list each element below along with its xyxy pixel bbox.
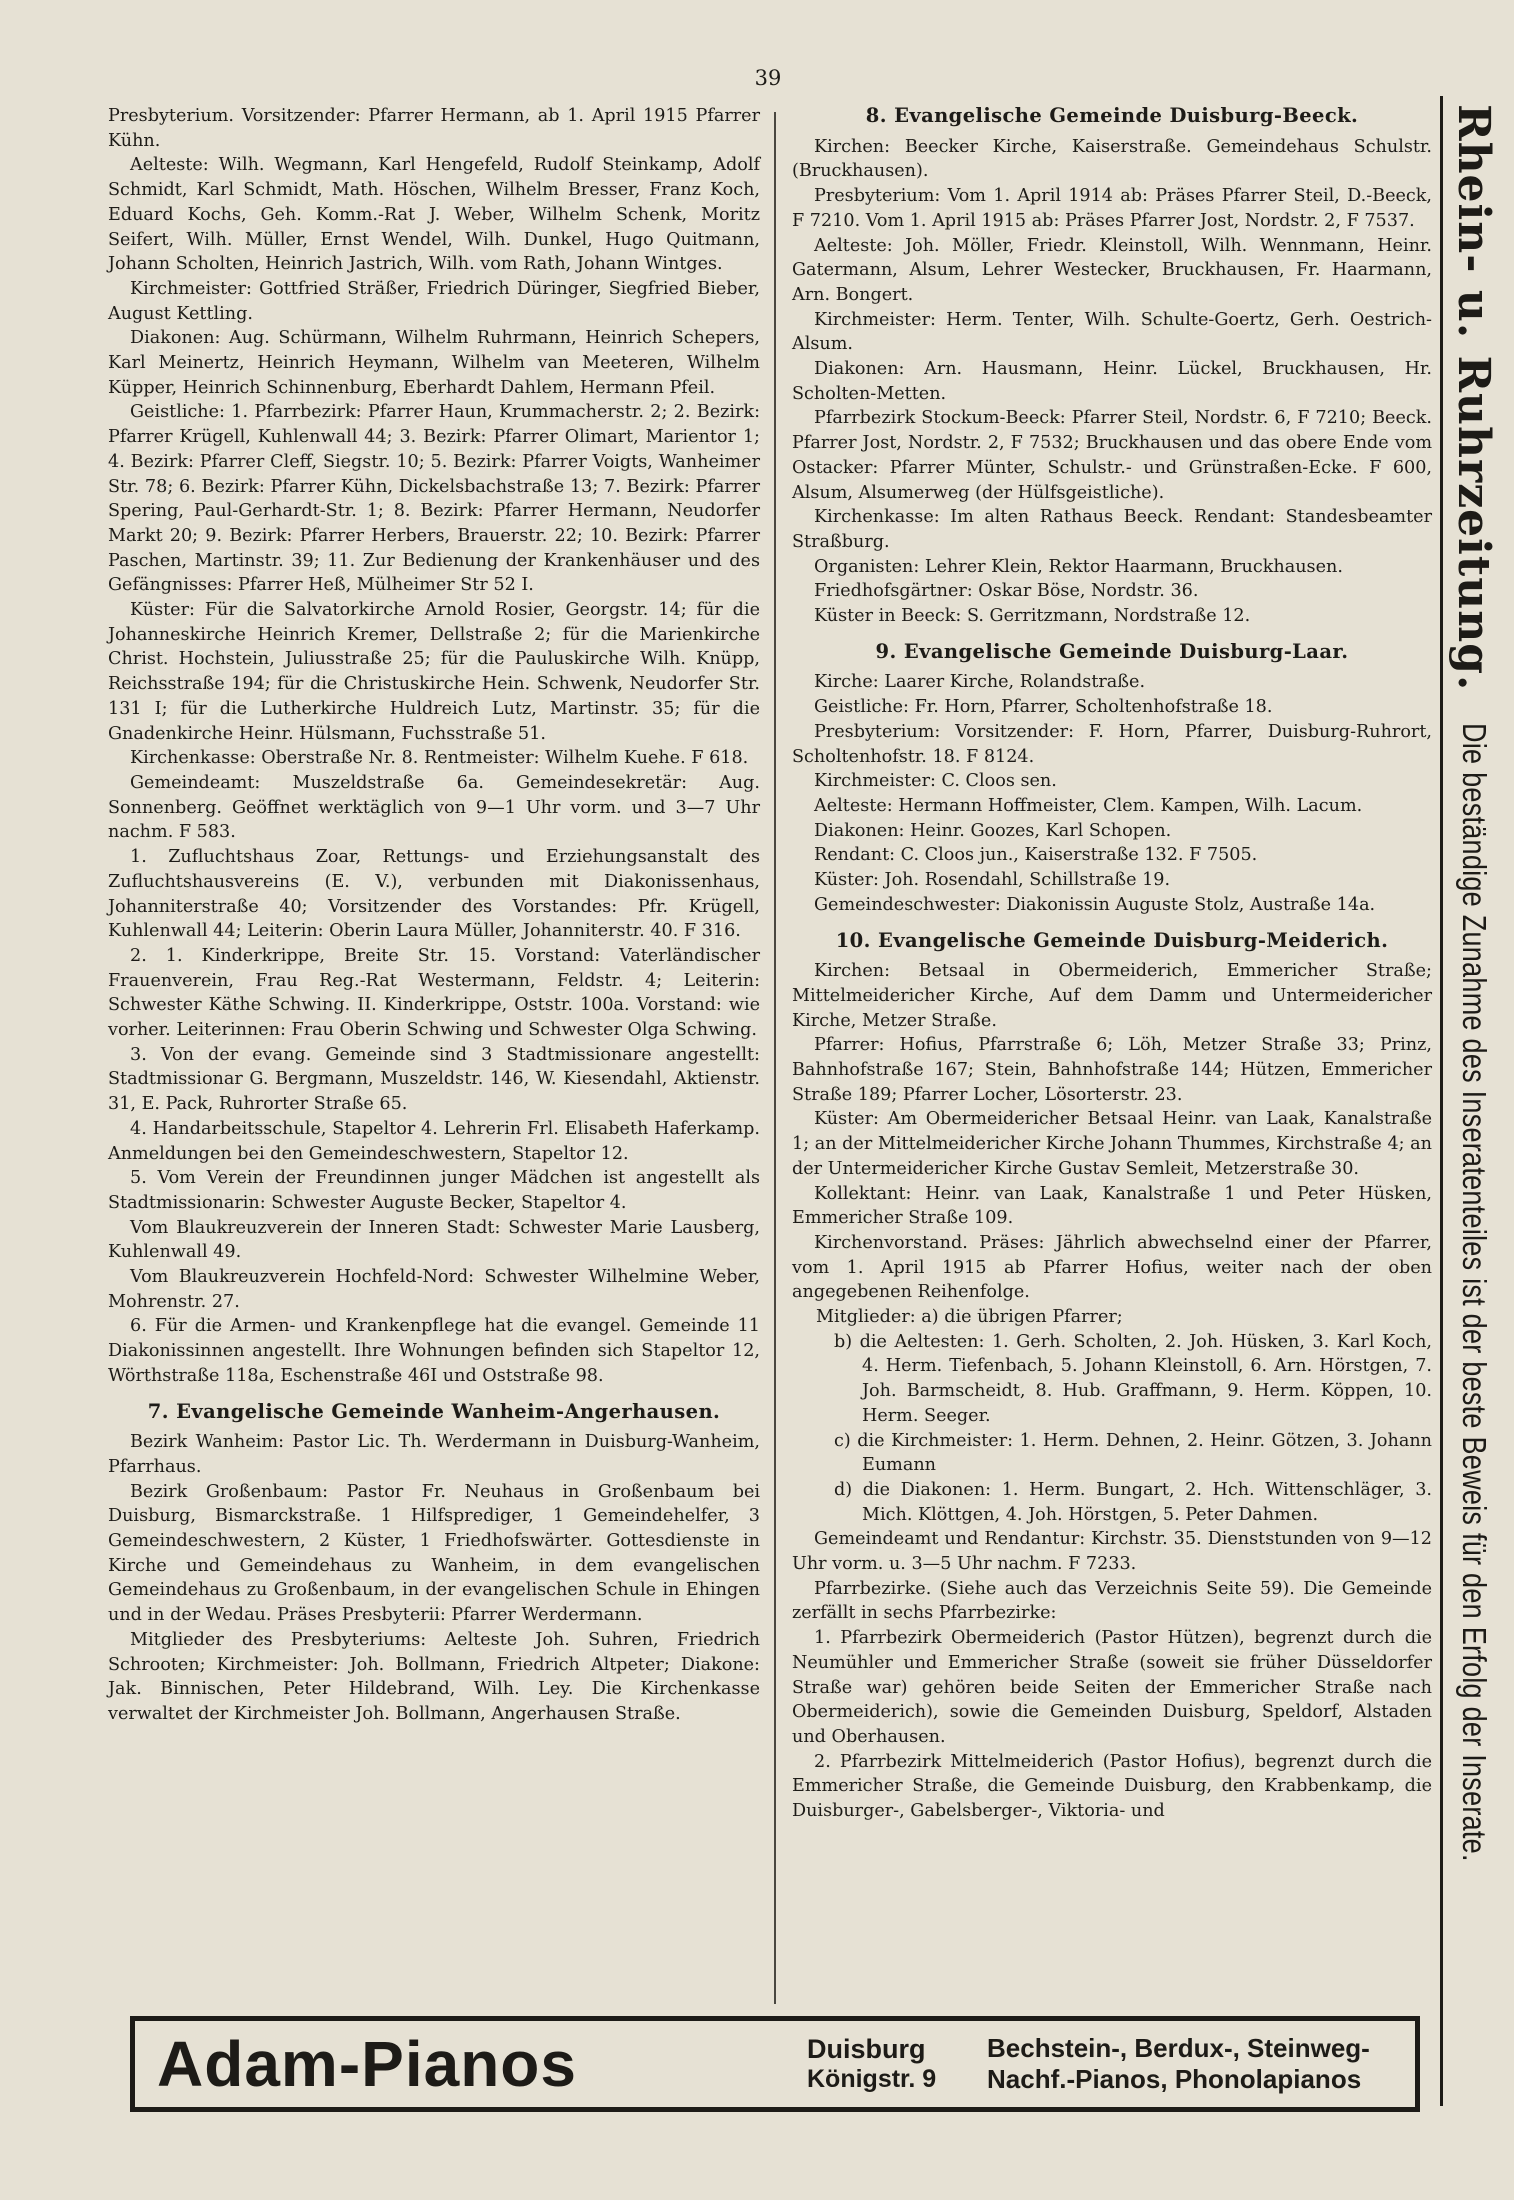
paragraph: Bezirk Großenbaum: Pastor Fr. Neuhaus in Großenbaum bei Duisburg, Bismarckstraße. 1 Hilfsprediger, 1 Gemeindehelfer, 3 Gemeindeschwestern, 2 Küster, 1 Friedhofswärter. Gottesdienste in Kirche und Gemeindehaus zu Wanheim, in dem evangelischen Gemeindehaus zu Großenbaum, in der evangelischen Schule in Ehingen und in der Wedau. Präses Presbyterii: Pfarrer Werdermann. bbox=[108, 1481, 760, 1626]
paragraph: d) die Diakonen: 1. Herm. Bungart, 2. Hch. Wittenschläger, 3. Mich. Klöttgen, 4. Joh. Hörstgen, 5. Peter Dahmen. bbox=[834, 1479, 1432, 1525]
paragraph: b) die Aeltesten: 1. Gerh. Scholten, 2. Joh. Hüsken, 3. Karl Koch, 4. Herm. Tiefenbach, 5. Johann Kleinstoll, 6. Arn. Hörstgen, 7. Joh. Barmscheidt, 8. Hub. Graffmann, 9. Herm. Köppen, 10. Herm. Seeger. bbox=[834, 1331, 1432, 1426]
paragraph: Aelteste: Wilh. Wegmann, Karl Hengefeld, Rudolf Steinkamp, Adolf Schmidt, Karl Schmidt, Math. Höschen, Wilhelm Bresser, Franz Koch, Eduard Kochs, Geh. Komm.-Rat J. Weber, Wilhelm Schenk, Moritz Seifert, Wilh. Müller, Ernst Wendel, Wilh. Dunkel, Hugo Quitmann, Johann Scholten, Heinrich Jastrich, Wilh. vom Rath, Johann Wintges. bbox=[108, 155, 760, 275]
paragraph: Kirchmeister: Herm. Tenter, Wilh. Schulte-Goertz, Gerh. Oestrich-Alsum. bbox=[792, 309, 1432, 355]
paragraph: Gemeindeamt: Muszeldstraße 6a. Gemeindesekretär: Aug. Sonnenberg. Geöffnet werktäglich von 9—1 Uhr vorm. und 3—7 Uhr nachm. F 583. bbox=[108, 772, 760, 843]
paragraph: Küster in Beeck: S. Gerritzmann, Nordstraße 12. bbox=[814, 606, 1251, 627]
paragraph: Geistliche: Fr. Horn, Pfarrer, Scholtenhofstraße 18. bbox=[814, 697, 1273, 718]
paragraph: Organisten: Lehrer Klein, Rektor Haarmann, Bruckhausen. bbox=[814, 556, 1343, 577]
paragraph: Kirche: Laarer Kirche, Rolandstraße. bbox=[814, 672, 1146, 693]
paragraph: Aelteste: Hermann Hoffmeister, Clem. Kampen, Wilh. Lacum. bbox=[814, 795, 1363, 816]
advertisement bbox=[130, 2016, 1420, 2112]
ad-address: Königstr. 9 bbox=[807, 2065, 937, 2093]
paragraph: Gemeindeschwester: Diakonissin Auguste Stolz, Austraße 14a. bbox=[814, 894, 1376, 915]
section-heading: 8. Evangelische Gemeinde Duisburg-Beeck. bbox=[865, 104, 1359, 127]
paragraph: Küster: Für die Salvatorkirche Arnold Rosier, Georgstr. 14; für die Johanneskirche Heinrich Kremer, Dellstraße 2; für die Marienkirche Christ. Hochstein, Juliusstraße 25; für die Pauluskirche Wilh. Knüpp, Reichsstraße 194; für die Christuskirche Hein. Schwenk, Neudorfer Str. 131 I; für die Lutherkirche Huldreich Lutz, Martinstr. 35; für die Gnadenkirche Heinr. Hülsmann, Fuchsstraße 51. bbox=[108, 600, 760, 744]
paragraph: Kirchen: Beecker Kirche, Kaiserstraße. Gemeindehaus Schulstr. (Bruckhausen). bbox=[792, 136, 1432, 182]
paragraph: Bezirk Wanheim: Pastor Lic. Th. Werdermann in Duisburg-Wanheim, Pfarrhaus. bbox=[108, 1432, 760, 1477]
paragraph: Diakonen: Heinr. Goozes, Karl Schopen. bbox=[814, 820, 1172, 841]
paragraph: Diakonen: Aug. Schürmann, Wilhelm Ruhrmann, Heinrich Schepers, Karl Meinertz, Heinrich Heymann, Wilhelm van Meeteren, Wilhelm Küpper, Heinrich Schinnenburg, Eberhardt Dahlem, Hermann Pfeil. bbox=[108, 328, 760, 398]
ad-location bbox=[807, 2034, 987, 2094]
paragraph: Kirchen: Betsaal in Obermeiderich, Emmericher Straße; Mittelmeidericher Kirche, Auf dem Damm und Untermeidericher Kirche, Metzer Straße. bbox=[792, 961, 1432, 1031]
paragraph: Pfarrbezirk Stockum-Beeck: Pfarrer Steil, Nordstr. 6, F 7210; Beeck. Pfarrer Jost, Nordstr. 2, F 7532; Bruckhausen und das obere Ende vom Ostacker: Pfarrer Münter, Schulstr.- und Grünstraßen-Ecke. F 600, Alsum, Alsumerweg (der Hülfsgeistliche). bbox=[792, 408, 1432, 503]
paragraph: 5. Vom Verein der Freundinnen junger Mädchen ist angestellt als Stadtmissionarin: Schwester Auguste Becker, Stapeltor 4. bbox=[108, 1168, 760, 1213]
paragraph: Kirchenkasse: Oberstraße Nr. 8. Rentmeister: Wilhelm Kuehe. F 618. bbox=[130, 748, 749, 769]
paragraph: 1. Pfarrbezirk Obermeiderich (Pastor Hützen), begrenzt durch die Neumühler und Emmericher Straße (soweit sie früher Düsseldorfer Straße war) gehören beide Seiten der Emmericher Straße nach Obermeiderich), sowie die Gemeinden Duisburg, Speldorf, Alstaden und Oberhausen. bbox=[792, 1628, 1432, 1747]
side-banner-text bbox=[1449, 104, 1499, 2094]
paragraph: 2. Pfarrbezirk Mittelmeiderich (Pastor Hofius), begrenzt durch die Emmericher Straße, die Gemeinde Duisburg, den Krabbenkamp, die Duisburger-, Gabelsberger-, Viktoria- und bbox=[792, 1751, 1432, 1822]
ad-city: Duisburg bbox=[807, 2034, 926, 2064]
paragraph: Kirchenkasse: Im alten Rathaus Beeck. Rendant: Standesbeamter Straßburg. bbox=[792, 507, 1432, 552]
paragraph: c) die Kirchmeister: 1. Herm. Dehnen, 2. Heinr. Götzen, 3. Johann Eumann bbox=[834, 1430, 1432, 1476]
paragraph: Mitglieder des Presbyteriums: Aelteste Joh. Suhren, Friedrich Schrooten; Kirchmeister: Joh. Bollmann, Friedrich Altpeter; Diakone: Jak. Binnischen, Peter Hildebrand, Wilh. Ley. Die Kirchenkasse verwaltet der Kirchmeister Joh. Bollmann, Angerhausen Straße. bbox=[108, 1629, 760, 1724]
paragraph: Küster: Joh. Rosendahl, Schillstraße 19. bbox=[814, 870, 1171, 891]
paragraph: 1. Zufluchtshaus Zoar, Rettungs- und Erziehungsanstalt des Zufluchtshausvereins (E. V.), verbunden mit Diakonissenhaus, Johanniterstraße 40; Vorsitzender des Vorstandes: Pfr. Krügell, Kuhlenwall 44; Leiterin: Oberin Laura Müller, Johanniterstr. 40. F 316. bbox=[108, 847, 760, 942]
paragraph: Friedhofsgärtner: Oskar Böse, Nordstr. 36. bbox=[814, 581, 1199, 602]
paragraph: Vom Blaukreuzverein der Inneren Stadt: Schwester Marie Lausberg, Kuhlenwall 49. bbox=[108, 1217, 760, 1263]
paragraph: Aelteste: Joh. Möller, Friedr. Kleinstoll, Wilh. Wennmann, Heinr. Gatermann, Alsum, Lehrer Westecker, Bruckhausen, Fr. Haarmann, Arn. Bongert. bbox=[792, 235, 1432, 305]
side-banner-slogan: Die beständige Zunahme des Inseratenteiles ist der beste Beweis für den Erfolg der Inserate. bbox=[1456, 723, 1493, 1863]
paragraph: Presbyterium. Vorsitzender: Pfarrer Hermann, ab 1. April 1915 Pfarrer Kühn. bbox=[108, 106, 760, 151]
paragraph: Pfarrbezirke. (Siehe auch das Verzeichnis Seite 59). Die Gemeinde zerfällt in sechs Pfarrbezirke: bbox=[792, 1578, 1432, 1624]
ad-line-1: Bechstein-, Berdux-, Steinweg- bbox=[987, 2033, 1370, 2063]
paragraph: Presbyterium: Vorsitzender: F. Horn, Pfarrer, Duisburg-Ruhrort, Scholtenhofstr. 18. F 8124. bbox=[792, 721, 1432, 767]
paragraph: Vom Blaukreuzverein Hochfeld-Nord: Schwester Wilhelmine Weber, Mohrenstr. 27. bbox=[108, 1267, 760, 1312]
paragraph: Kollektant: Heinr. van Laak, Kanalstraße 1 und Peter Hüsken, Emmericher Straße 109. bbox=[792, 1183, 1432, 1229]
paragraph: 6. Für die Armen- und Krankenpflege hat die evangel. Gemeinde 11 Diakonissinnen angestellt. Ihre Wohnungen befinden sich Stapeltor 12, Wörthstraße 118a, Eschenstraße 46I und Oststraße 98. bbox=[108, 1316, 760, 1386]
paragraph: 2. 1. Kinderkrippe, Breite Str. 15. Vorstand: Vaterländischer Frauenverein, Frau Reg.-Rat Westermann, Feldstr. 4; Leiterin: Schwester Käthe Schwing. II. Kinderkrippe, Oststr. 100a. Vorstand: wie vorher. Leiterinnen: Frau Oberin Schwing und Schwester Olga Schwing. bbox=[108, 945, 760, 1041]
paragraph: Diakonen: Arn. Hausmann, Heinr. Lückel, Bruckhausen, Hr. Scholten-Metten. bbox=[792, 359, 1432, 404]
ad-brands bbox=[987, 2033, 1370, 2095]
paragraph: Kirchenvorstand. Präses: Jährlich abwechselnd einer der Pfarrer, vom 1. April 1915 ab Pfarrer Hofius, weiter nach der oben angegebenen Reihenfolge. bbox=[792, 1232, 1432, 1303]
paragraph: Presbyterium: Vom 1. April 1914 ab: Präses Pfarrer Steil, D.-Beeck, F 7210. Vom 1. April 1915 ab: Präses Pfarrer Jost, Nordstr. 2, F 7537. bbox=[792, 186, 1432, 231]
section-heading: 7. Evangelische Gemeinde Wanheim-Angerhausen. bbox=[147, 1399, 721, 1423]
paragraph: Rendant: C. Cloos jun., Kaiserstraße 132. F 7505. bbox=[814, 845, 1258, 866]
paragraph: Kirchmeister: C. Cloos sen. bbox=[814, 771, 1057, 792]
paragraph: 4. Handarbeitsschule, Stapeltor 4. Lehrerin Frl. Elisabeth Haferkamp. Anmeldungen bei den Gemeindeschwestern, Stapeltor 12. bbox=[108, 1118, 760, 1164]
paragraph: Geistliche: 1. Pfarrbezirk: Pfarrer Haun, Krummacherstr. 2; 2. Bezirk: Pfarrer Krügell, Kuhlenwall 44; 3. Bezirk: Pfarrer Olimart, Marientor 1; 4. Bezirk: Pfarrer Cleff, Siegstr. 10; 5. Bezirk: Pfarrer Voigts, Wanheimer Str. 78; 6. Bezirk: Pfarrer Kühn, Dickelsbachstraße 13; 7. Bezirk: Pfarrer Spering, Paul-Gerhardt-Str. 1; 8. Bezirk: Pfarrer Hermann, Neudorfer Markt 20; 9. Bezirk: Pfarrer Herbers, Brauerstr. 22; 10. Bezirk: Pfarrer Paschen, Martinstr. 39; 11. Zur Bedienung der Krankenhäuser und des Gefängnisses: Pfarrer Heß, Mülheimer Str 52 I. bbox=[108, 402, 760, 596]
ad-brand: Adam-Pianos bbox=[157, 2028, 577, 2100]
column-divider bbox=[774, 112, 776, 2004]
page-number: 39 bbox=[754, 66, 782, 90]
paragraph: Pfarrer: Hofius, Pfarrstraße 6; Löh, Metzer Straße 33; Prinz, Bahnhofstraße 167; Stein, Bahnhofstraße 144; Hützen, Emmericher Straße 189; Pfarrer Locher, Lösorterstr. 23. bbox=[792, 1035, 1432, 1105]
left-column bbox=[108, 104, 760, 1727]
section-heading: 9. Evangelische Gemeinde Duisburg-Laar. bbox=[875, 639, 1349, 663]
side-banner-title: Rhein- u. Ruhrzeitung. bbox=[1448, 104, 1500, 692]
paragraph: Gemeindeamt und Rendantur: Kirchstr. 35. Dienststunden von 9—12 Uhr vorm. u. 3—5 Uhr nachm. F 7233. bbox=[792, 1529, 1432, 1575]
paragraph: Mitglieder: a) die übrigen Pfarrer; bbox=[816, 1307, 1123, 1328]
paragraph: 3. Von der evang. Gemeinde sind 3 Stadtmissionare angestellt: Stadtmissionar G. Bergmann, Muszeldstr. 146, W. Kiesendahl, Aktienstr. 31, E. Pack, Ruhrorter Straße 65. bbox=[108, 1044, 760, 1115]
paragraph: Kirchmeister: Gottfried Sträßer, Friedrich Düringer, Siegfried Bieber, August Kettling. bbox=[108, 278, 760, 324]
ad-line-2: Nachf.-Pianos, Phonolapianos bbox=[987, 2064, 1362, 2094]
paragraph: Küster: Am Obermeidericher Betsaal Heinr. van Laak, Kanalstraße 1; an der Mittelmeidericher Kirche Johann Thummes, Kirchstraße 4; an der Untermeidericher Kirche Gustav Semleit, Metzerstraße 30. bbox=[792, 1109, 1432, 1179]
right-column bbox=[792, 104, 1432, 1824]
section-heading: 10. Evangelische Gemeinde Duisburg-Meiderich. bbox=[835, 928, 1389, 952]
